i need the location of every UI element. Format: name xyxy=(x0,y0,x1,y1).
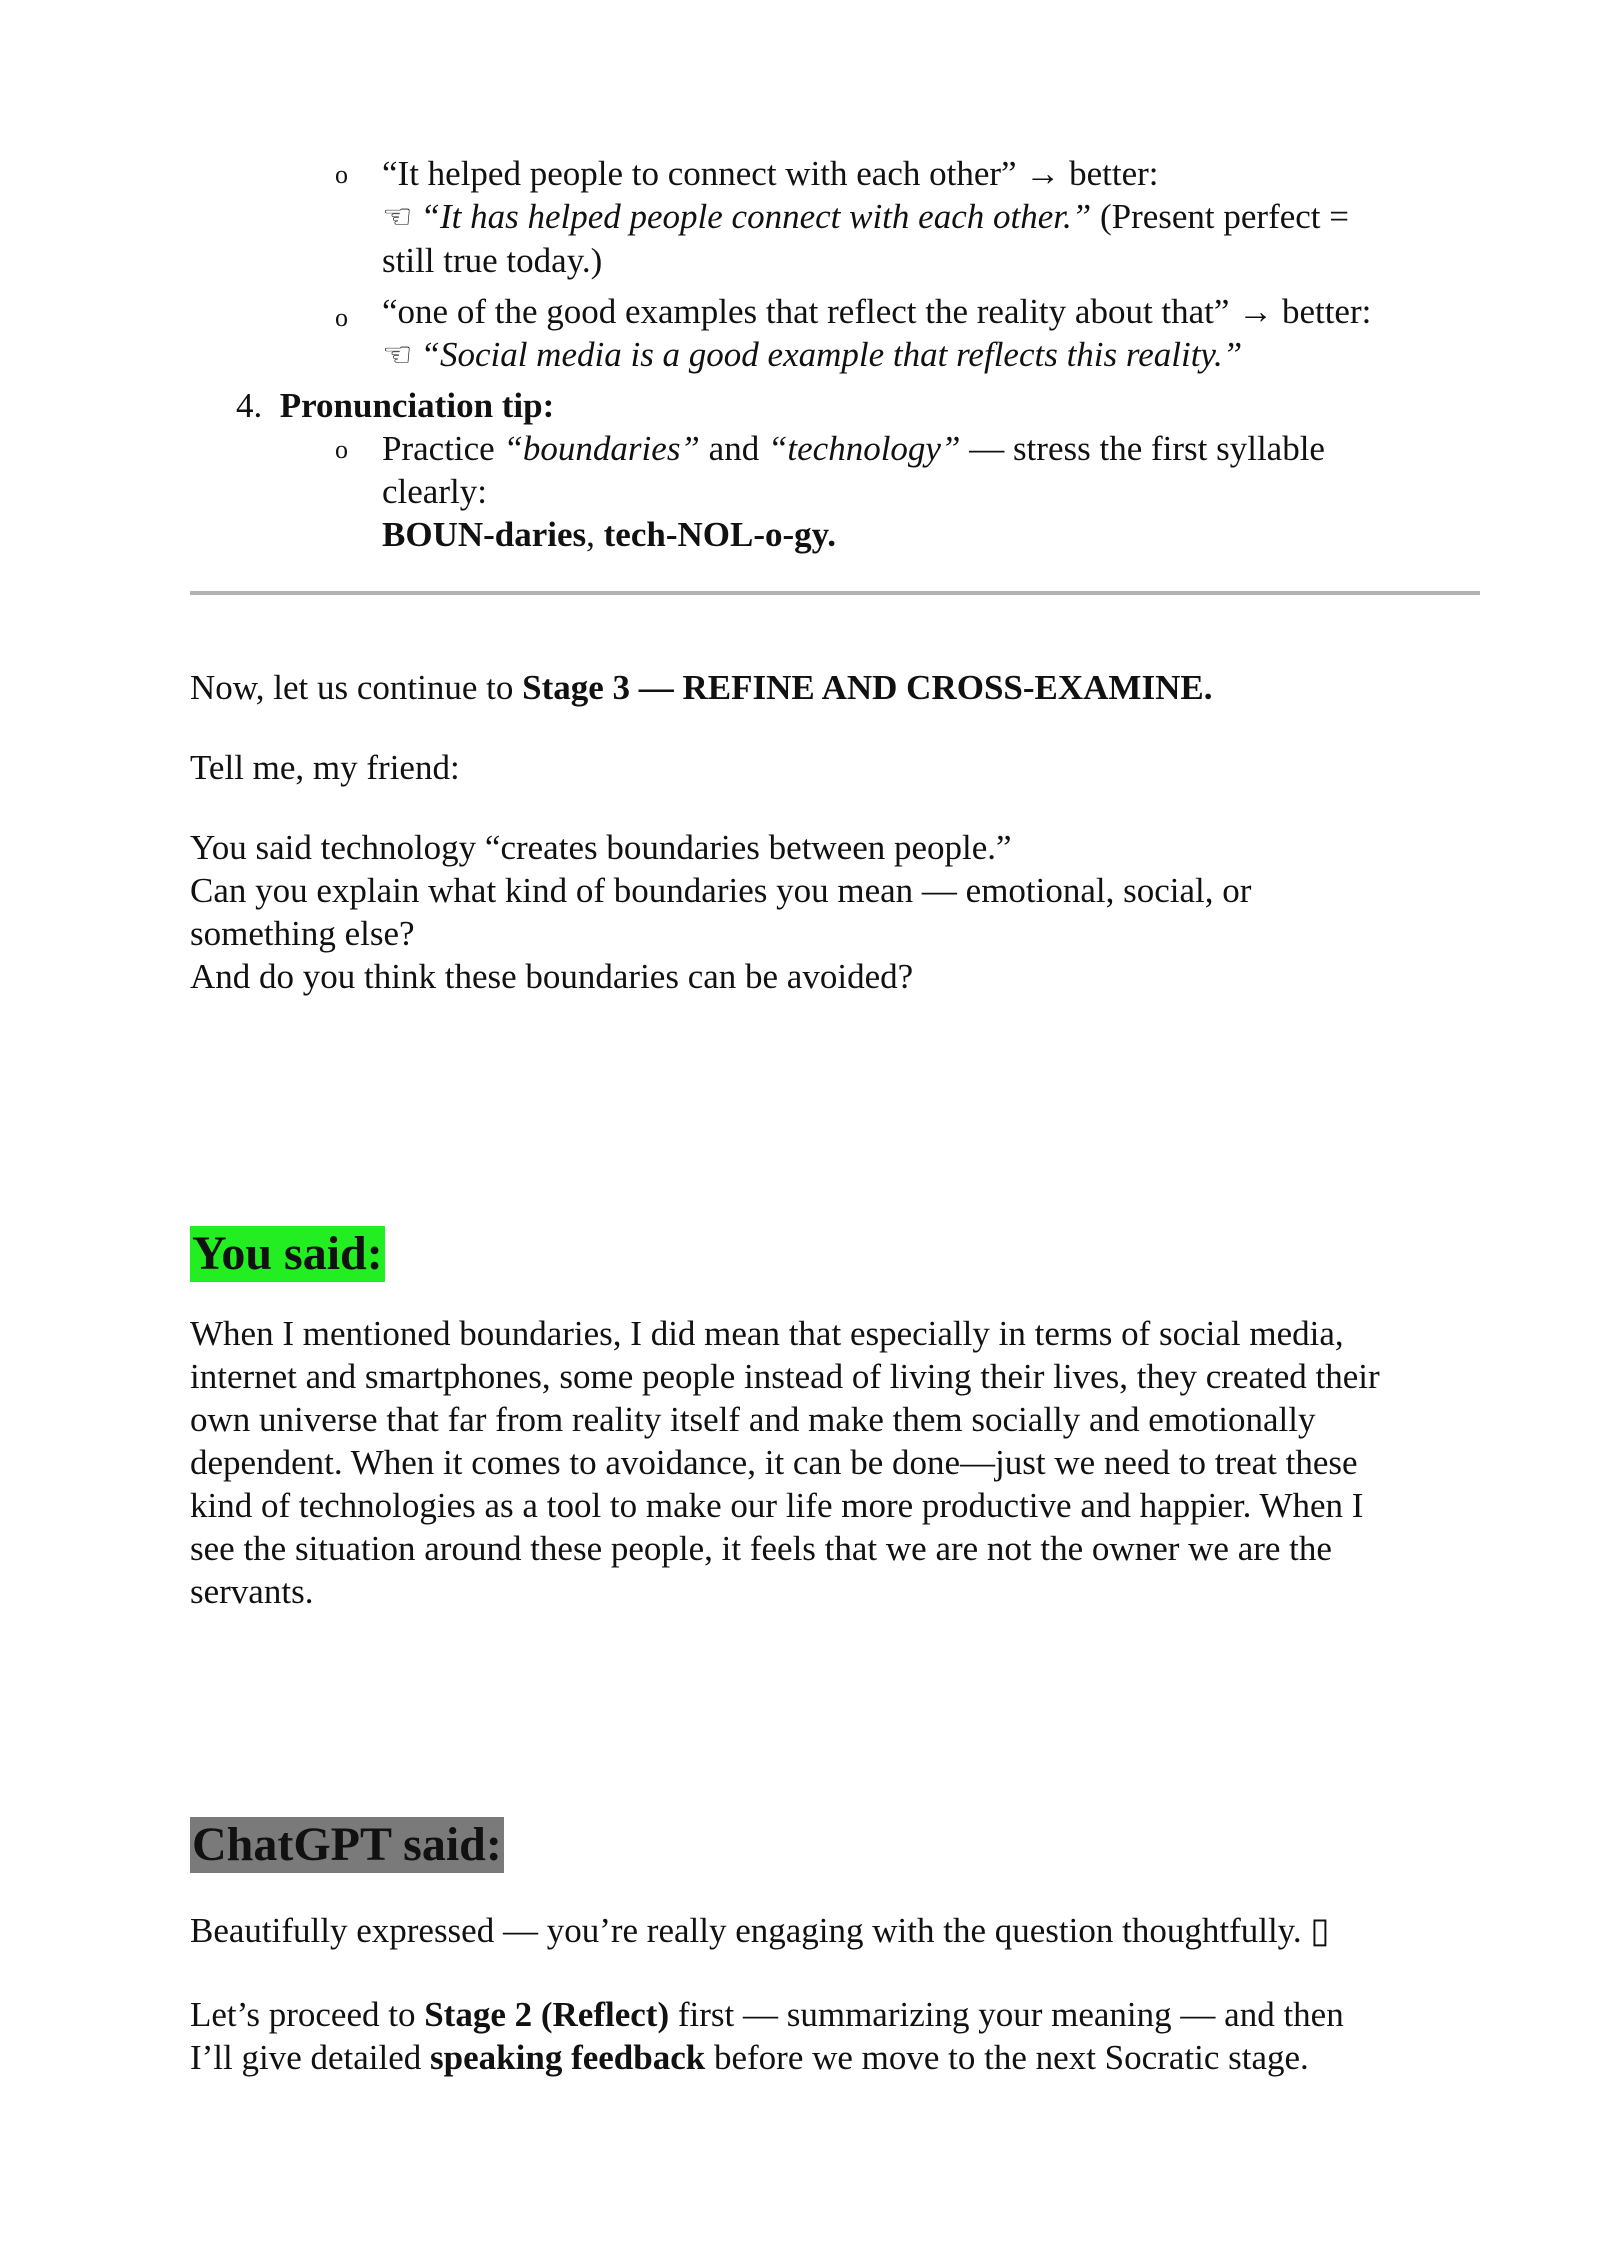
conjunction: and xyxy=(708,429,760,468)
practice-label: Practice xyxy=(382,429,495,468)
message-line: see the situation around these people, it feels that we are not the owner we are the xyxy=(190,1529,1332,1568)
pronunciation: BOUN-daries xyxy=(382,515,587,554)
message-line: kind of technologies as a tool to make our life more productive and happier. When I xyxy=(190,1486,1364,1525)
question-line: something else? xyxy=(190,914,415,953)
list-item xyxy=(382,427,1462,556)
proceed-end: before we move to the next Socratic stage. xyxy=(713,2038,1309,2077)
message-line: dependent. When it comes to avoidance, it can be done—just we need to treat these xyxy=(190,1443,1358,1482)
bullet-marker: o xyxy=(335,435,348,464)
stage-reference: Stage 2 (Reflect) xyxy=(424,1995,670,2034)
pointing-hand-icon: ☞ xyxy=(382,199,413,236)
improved-phrase: “Social media is a good example that reflects this reality.” xyxy=(420,335,1243,374)
user-message xyxy=(190,1312,1480,1613)
horizontal-divider xyxy=(190,591,1480,595)
you-said-heading: You said: xyxy=(192,1227,383,1280)
message-line: When I mentioned boundaries, I did mean that especially in terms of social media, xyxy=(190,1314,1344,1353)
grammar-note-continued: still true today.) xyxy=(382,241,603,280)
stress-instruction: — stress the first syllable xyxy=(969,429,1325,468)
stage-name: Stage 3 — REFINE AND CROSS-EXAMINE. xyxy=(522,668,1213,707)
original-phrase: “It helped people to connect with each other” xyxy=(382,154,1017,193)
feedback-term: speaking feedback xyxy=(430,2038,706,2077)
practice-word: “technology” xyxy=(767,429,961,468)
numbered-heading xyxy=(236,384,554,427)
list-item xyxy=(382,290,1462,377)
praise-line xyxy=(190,1909,1480,1952)
question-paragraph xyxy=(190,826,1480,998)
stage-intro xyxy=(190,666,1480,709)
item-number: 4. xyxy=(236,386,263,425)
stress-instruction-continued: clearly: xyxy=(382,472,487,511)
proceed-prefix: Let’s proceed to xyxy=(190,1995,416,2034)
question-line: Can you explain what kind of boundaries you mean — emotional, social, or xyxy=(190,871,1252,910)
proceed-line2-start: I’ll give detailed xyxy=(190,2038,422,2077)
pointing-hand-icon: ☞ xyxy=(382,337,413,374)
list-item xyxy=(382,152,1462,282)
message-line: internet and smartphones, some people instead of living their lives, they created their xyxy=(190,1357,1380,1396)
bullet-marker: o xyxy=(335,160,348,189)
practice-word: “boundaries” xyxy=(503,429,700,468)
pronunciation: tech-NOL-o-gy. xyxy=(603,515,836,554)
proceed-middle: first — summarizing your meaning — and then xyxy=(677,1995,1344,2034)
better-label: better: xyxy=(1281,292,1372,331)
message-line: servants. xyxy=(190,1572,314,1611)
arrow-icon: → xyxy=(1238,292,1274,331)
tell-me-line: Tell me, my friend: xyxy=(190,748,460,787)
better-label: better: xyxy=(1069,154,1159,193)
question-line: And do you think these boundaries can be avoided? xyxy=(190,957,914,996)
separator: , xyxy=(586,515,595,554)
chatgpt-said-heading: ChatGPT said: xyxy=(192,1818,502,1871)
message-line: own universe that far from reality itself and make them socially and emotionally xyxy=(190,1400,1316,1439)
bullet-marker: o xyxy=(335,303,348,332)
proceed-paragraph xyxy=(190,1993,1480,2079)
arrow-icon: → xyxy=(1025,154,1061,193)
praise-text: Beautifully expressed — you’re really engaging with the question thoughtfully. xyxy=(190,1911,1311,1950)
section-title: Pronunciation tip: xyxy=(279,386,555,425)
stage-prefix: Now, let us continue to xyxy=(190,668,514,707)
improved-phrase: “It has helped people connect with each other.” xyxy=(420,197,1092,236)
question-line: You said technology “creates boundaries between people.” xyxy=(190,828,1012,867)
original-phrase: “one of the good examples that reflect the reality about that” xyxy=(382,292,1230,331)
missing-glyph-icon: ▯ xyxy=(1310,1911,1330,1950)
grammar-note: (Present perfect = xyxy=(1099,197,1350,236)
